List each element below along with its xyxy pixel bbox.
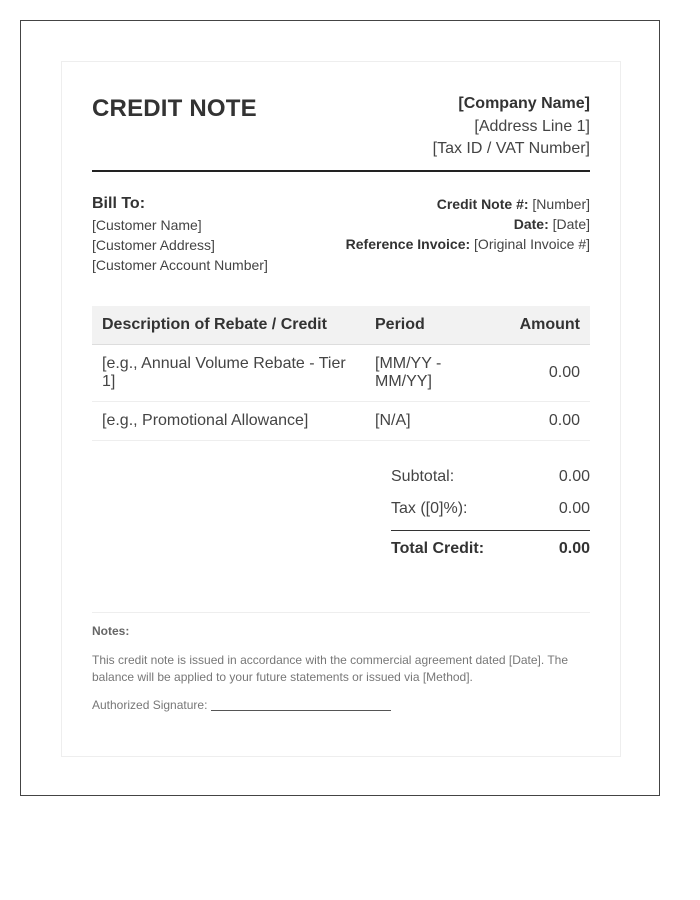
total-credit-label: Total Credit: (391, 540, 485, 557)
table-header-row (92, 306, 590, 345)
billing-section (92, 172, 590, 306)
reference-invoice-line (346, 234, 590, 254)
credit-note-number-line (346, 194, 590, 214)
reference-invoice-value: [Original Invoice #] (474, 236, 590, 252)
bill-to-block (92, 194, 268, 275)
company-name: [Company Name] (458, 95, 590, 112)
date-label: Date: (513, 216, 549, 232)
document-title: CREDIT NOTE (92, 95, 257, 122)
subtotal-row (391, 466, 590, 498)
notes-label: Notes: (92, 624, 130, 638)
tax-row (391, 498, 590, 530)
column-header-description: Description of Rebate / Credit (92, 306, 365, 345)
notes-footer (92, 612, 590, 712)
signature-line (92, 698, 590, 712)
date-line (346, 214, 590, 234)
credit-items-table (92, 306, 590, 441)
subtotal-label: Subtotal: (391, 468, 455, 485)
table-row (92, 345, 590, 402)
customer-name: [Customer Name] (92, 217, 202, 233)
row-amount: 0.00 (509, 345, 590, 402)
subtotal-value: 0.00 (558, 468, 590, 485)
signature-blank (211, 710, 391, 711)
table-row (92, 402, 590, 441)
signature-label: Authorized Signature: (92, 698, 208, 712)
credit-note-meta (346, 194, 590, 254)
tax-value: 0.00 (558, 500, 590, 517)
total-credit-value: 0.00 (558, 540, 590, 557)
company-tax-id: [Tax ID / VAT Number] (432, 140, 590, 157)
customer-address: [Customer Address] (92, 237, 215, 253)
credit-note-number-value: [Number] (532, 196, 590, 212)
row-period: [N/A] (365, 402, 509, 441)
row-amount: 0.00 (509, 402, 590, 441)
date-value: [Date] (552, 216, 590, 232)
notes-text: This credit note is issued in accordance with the commercial agreement dated [Date]. The balance will be applied to your future statements or issued via [Method]. (92, 653, 569, 684)
column-header-amount: Amount (509, 306, 590, 345)
company-block (433, 93, 590, 161)
customer-account-number: [Customer Account Number] (92, 257, 268, 273)
column-header-period: Period (365, 306, 509, 345)
company-address: [Address Line 1] (474, 117, 590, 135)
row-description: [e.g., Promotional Allowance] (92, 402, 365, 441)
credit-note-number-label: Credit Note #: (436, 196, 529, 212)
row-description: [e.g., Annual Volume Rebate - Tier 1] (92, 345, 365, 402)
tax-label: Tax ([0]%): (391, 500, 468, 517)
document-header (92, 62, 590, 172)
total-credit-row (391, 530, 590, 560)
credit-note-document (61, 61, 621, 757)
bill-to-label: Bill To: (92, 195, 146, 212)
reference-invoice-label: Reference Invoice: (345, 236, 471, 252)
row-period: [MM/YY - MM/YY] (365, 345, 509, 402)
totals-block (391, 466, 590, 560)
